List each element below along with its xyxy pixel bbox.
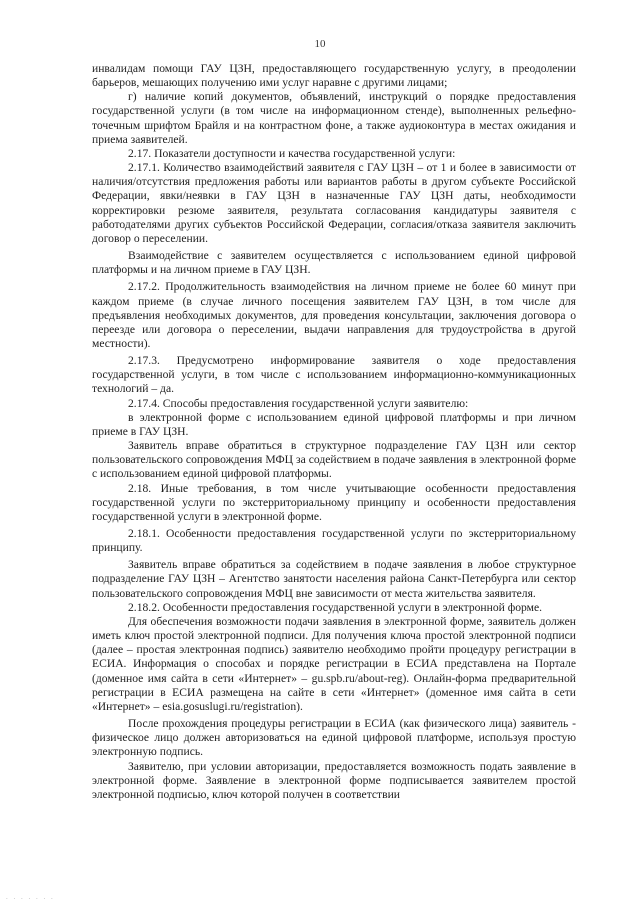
paragraph-applicant-right: Заявитель вправе обратиться в структурное подразделение ГАУ ЦЗН или сектор пользовательского сопровождения МФЦ за содействием в подаче заявления в электронной форме с использованием единой цифровой платформы. — [92, 439, 576, 481]
paragraph-2-18-2: 2.18.2. Особенности предоставления государственной услуги в электронной форме. — [128, 600, 543, 614]
paragraph-2-17-heading: 2.17. Показатели доступности и качества государственной услуги: — [128, 146, 456, 160]
paragraph-item-g: г) наличие копий документов, объявлений, инструкций о порядке предоставления государственной услуги (в том числе на информационном стенде), выполненных рельефно-точечным шрифтом Брайля и на контрастном фоне, а также аудиоконтура в местах ожидания и приема заявителей. — [92, 90, 576, 146]
paragraph-extraterritorial: Заявитель вправе обратиться за содействием в подаче заявления в любое структурное подразделение ГАУ ЦЗН – Агентство занятости населения района Санкт-Петербурга или сектор пользовательского сопровождения МФЦ вне зависимости от места жительства заявителя. — [92, 558, 576, 600]
paragraph-2-17-2: 2.17.2. Продолжительность взаимодействия на личном приеме не более 60 минут при каждом приеме (в случае личного посещения заявителем ГАУ ЦЗН, в том числе для предъявления необходимых документов, для проведения консультации, заключения договора о переезде или договора о переселении, выдачи направления для трудоустройства в другой местности). — [92, 280, 576, 350]
paragraph-esia-registration: Для обеспечения возможности подачи заявления в электронной форме, заявитель должен иметь ключ простой электронной подписи. Для получения ключа простой электронной подписи (далее – простая электронная подпись) заявителю необходимо пройти процедуру регистрации в ЕСИА. Информация о способах и порядке регистрации в ЕСИА представлена на Портале (доменное имя сайта в сети «Интернет» – gu.spb.ru/about-reg). Онлайн-форма предварительной регистрации в ЕСИА размещена на сайте в сети «Интернет» (доменное имя сайта в сети «Интернет» – esia.gosuslugi.ru/registration). — [92, 614, 576, 713]
paragraph-electronic-form: в электронной форме с использованием единой цифровой платформы и при личном приеме в ГАУ ЦЗН. — [92, 410, 576, 438]
paragraph-after-registration: После прохождения процедуры регистрации в ЕСИА (как физического лица) заявитель - физическое лицо должен авторизоваться на единой цифровой платформе, используя простую электронную подпись. — [92, 717, 576, 759]
paragraph-2-17-4: 2.17.4. Способы предоставления государственной услуги заявителю: — [128, 396, 469, 410]
paragraph-2-18: 2.18. Иные требования, в том числе учитывающие особенности предоставления государственной услуги по экстерриториальному принципу и особенности предоставления государственной услуги в электронной форме. — [92, 481, 576, 523]
paragraph-interaction-platform: Взаимодействие с заявителем осуществляется с использованием единой цифровой платформы и на личном приеме в ГАУ ЦЗН. — [92, 249, 576, 277]
paragraph-authorization: Заявителю, при условии авторизации, предоставляется возможность подать заявление в электронной форме. Заявление в электронной форме подписывается заявителем простой электронной подписью, ключ которой получен в соответствии — [92, 759, 576, 801]
paragraph-2-17-3: 2.17.3. Предусмотрено информирование заявителя о ходе предоставления государственной услуги, в том числе с использованием информационно-коммуникационных технологий – да. — [92, 354, 576, 396]
document-body — [92, 62, 576, 802]
paragraph-2-18-1: 2.18.1. Особенности предоставления государственной услуги по экстерриториальному принципу. — [92, 527, 576, 555]
page-number: 10 — [314, 38, 326, 50]
paragraph-intro-continuation: инвалидам помощи ГАУ ЦЗН, предоставляющего государственную услугу, в преодолении барьеров, мешающих получению ими услуг наравне с другими лицами; — [92, 62, 576, 90]
scan-footer-mark: . . . . . . . — [6, 893, 55, 901]
paragraph-2-17-1: 2.17.1. Количество взаимодействий заявителя с ГАУ ЦЗН – от 1 и более в зависимости от наличия/отсутствия предложения работы или вариантов работы в другом субъекте Российской Федерации, явки/неявки в ГАУ ЦЗН в назначенные ГАУ ЦЗН даты, необходимости корректировки резюме заявителя, результата согласования кандидатуры заявителя с работодателями других субъектов Российской Федерации, согласия/отказа заявителя заключить договор о переселении. — [92, 161, 576, 245]
